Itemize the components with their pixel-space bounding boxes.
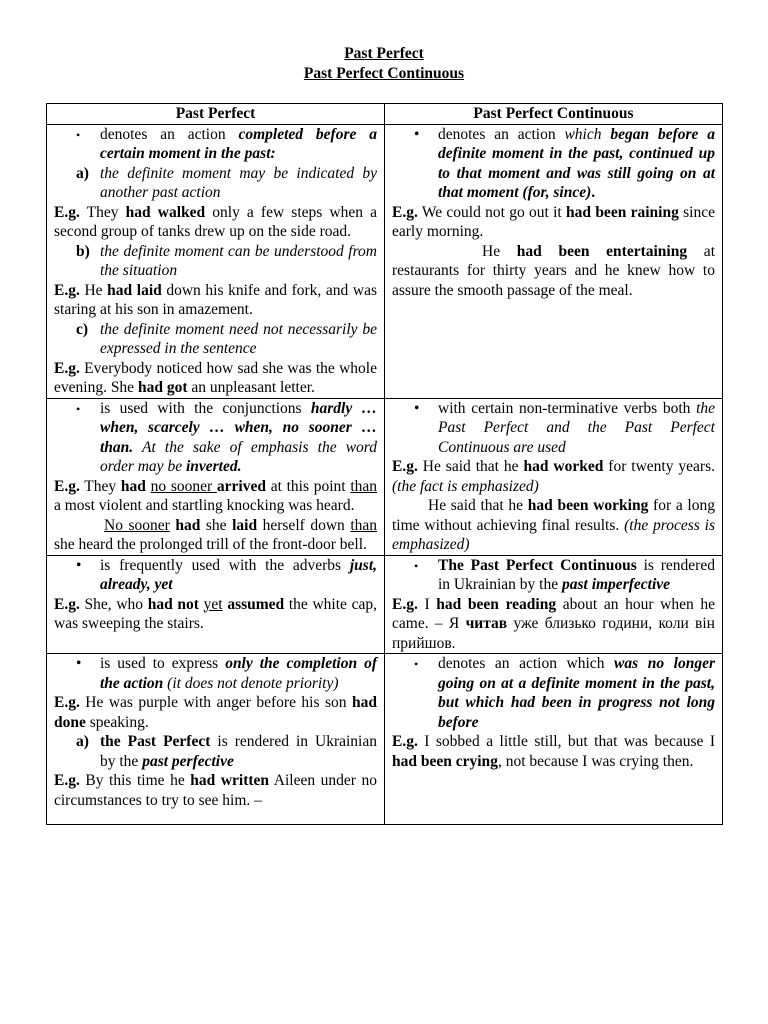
- bullet-item: • is frequently used with the adverbs just, already, yet: [76, 556, 377, 593]
- example-text: E.g. He was purple with anger before his son had done speaking.: [54, 694, 377, 731]
- header-past-perfect-continuous: Past Perfect Continuous: [385, 104, 723, 125]
- document-title-block: [0, 44, 768, 83]
- sub-item-a: a) the definite moment may be indicated by another past action: [76, 164, 377, 201]
- table-row: [47, 124, 723, 398]
- cell-pp-usage-4: [47, 654, 385, 825]
- comparison-table: [46, 103, 723, 825]
- bullet-item: • is used to express only the completion of the action (it does not denote priority): [76, 655, 377, 692]
- example-text: No sooner had she laid herself down than she heard the prolonged trill of the front-door bell.: [54, 516, 377, 553]
- example-text: E.g. He said that he had worked for twenty years. (the fact is emphasized): [392, 458, 715, 495]
- bullet-item: • is used with the conjunctions hardly … when, scarcely … when, no sooner … than. At the sake of emphasis the word order may be inverted.: [76, 399, 377, 475]
- bullet-item: • with certain non-terminative verbs both the Past Perfect and the Past Perfect Continuous are used: [414, 399, 715, 456]
- example-text: E.g. By this time he had written Aileen under no circumstances to try to see him. –: [54, 772, 377, 809]
- cell-ppc-usage-1: [385, 124, 723, 398]
- header-past-perfect: Past Perfect: [47, 104, 385, 125]
- title-past-perfect: Past Perfect: [344, 45, 424, 62]
- table-row: [47, 654, 723, 825]
- bullet-icon: •: [76, 556, 82, 574]
- sub-item-b: b) the definite moment can be understood from the situation: [76, 242, 377, 279]
- sub-item-c: c) the definite moment need not necessarily be expressed in the sentence: [76, 320, 377, 357]
- example-text: E.g. Everybody noticed how sad she was the whole evening. She had got an unpleasant letter.: [54, 359, 377, 396]
- table-row: [47, 555, 723, 654]
- table-header-row: [47, 104, 723, 125]
- bullet-icon: •: [414, 558, 419, 573]
- bullet-icon: •: [76, 127, 81, 142]
- title-past-perfect-continuous: Past Perfect Continuous: [303, 64, 465, 82]
- bullet-item: • The Past Perfect Continuous is rendered in Ukrainian by the past imperfective: [414, 556, 715, 593]
- example-text: E.g. I had been reading about an hour when he came. – Я читав уже близько години, коли він прийшов.: [392, 595, 715, 652]
- sub-item-a: a) the Past Perfect is rendered in Ukrainian by the past perfective: [76, 733, 377, 770]
- example-text: He said that he had been working for a long time without achieving final results. (the process is emphasized): [392, 497, 715, 553]
- bullet-icon: •: [414, 399, 420, 417]
- cell-ppc-usage-2: [385, 398, 723, 555]
- example-text: E.g. She, who had not yet assumed the white cap, was sweeping the stairs.: [54, 595, 378, 632]
- example-text: E.g. They had walked only a few steps when a second group of tanks drew up on the side road.: [54, 203, 377, 240]
- bullet-icon: •: [76, 401, 81, 416]
- cell-pp-usage-2: [47, 398, 385, 555]
- cell-ppc-usage-4: [385, 654, 723, 825]
- example-text: E.g. We could not go out it had been raining since early morning.: [392, 203, 715, 240]
- example-text: E.g. He had laid down his knife and fork, and was staring at his son in amazement.: [54, 281, 377, 318]
- table-row: [47, 398, 723, 555]
- bullet-item: • denotes an action completed before a certain moment in the past:: [76, 125, 377, 162]
- cell-pp-usage-3: [47, 555, 385, 654]
- cell-ppc-usage-3: [385, 555, 723, 654]
- bullet-item: • denotes an action which began before a definite moment in the past, continued up to that moment and was still going on at that moment (for, since).: [414, 125, 715, 201]
- bullet-icon: •: [414, 125, 420, 143]
- bullet-icon: •: [76, 655, 82, 672]
- bullet-item: • denotes an action which was no longer going on at a definite moment in the past, but which had been in progress not long before: [414, 655, 715, 731]
- cell-pp-usage-1: [47, 124, 385, 398]
- example-text: E.g. I sobbed a little still, but that was because I had been crying, not because I was crying then.: [392, 733, 715, 770]
- bullet-icon: •: [414, 657, 419, 671]
- example-text: He had been entertaining at restaurants for thirty years and he knew how to assure the smooth passage of the meal.: [392, 242, 715, 299]
- example-text: E.g. They had no sooner arrived at this point than a most violent and startling knocking was heard.: [54, 477, 378, 514]
